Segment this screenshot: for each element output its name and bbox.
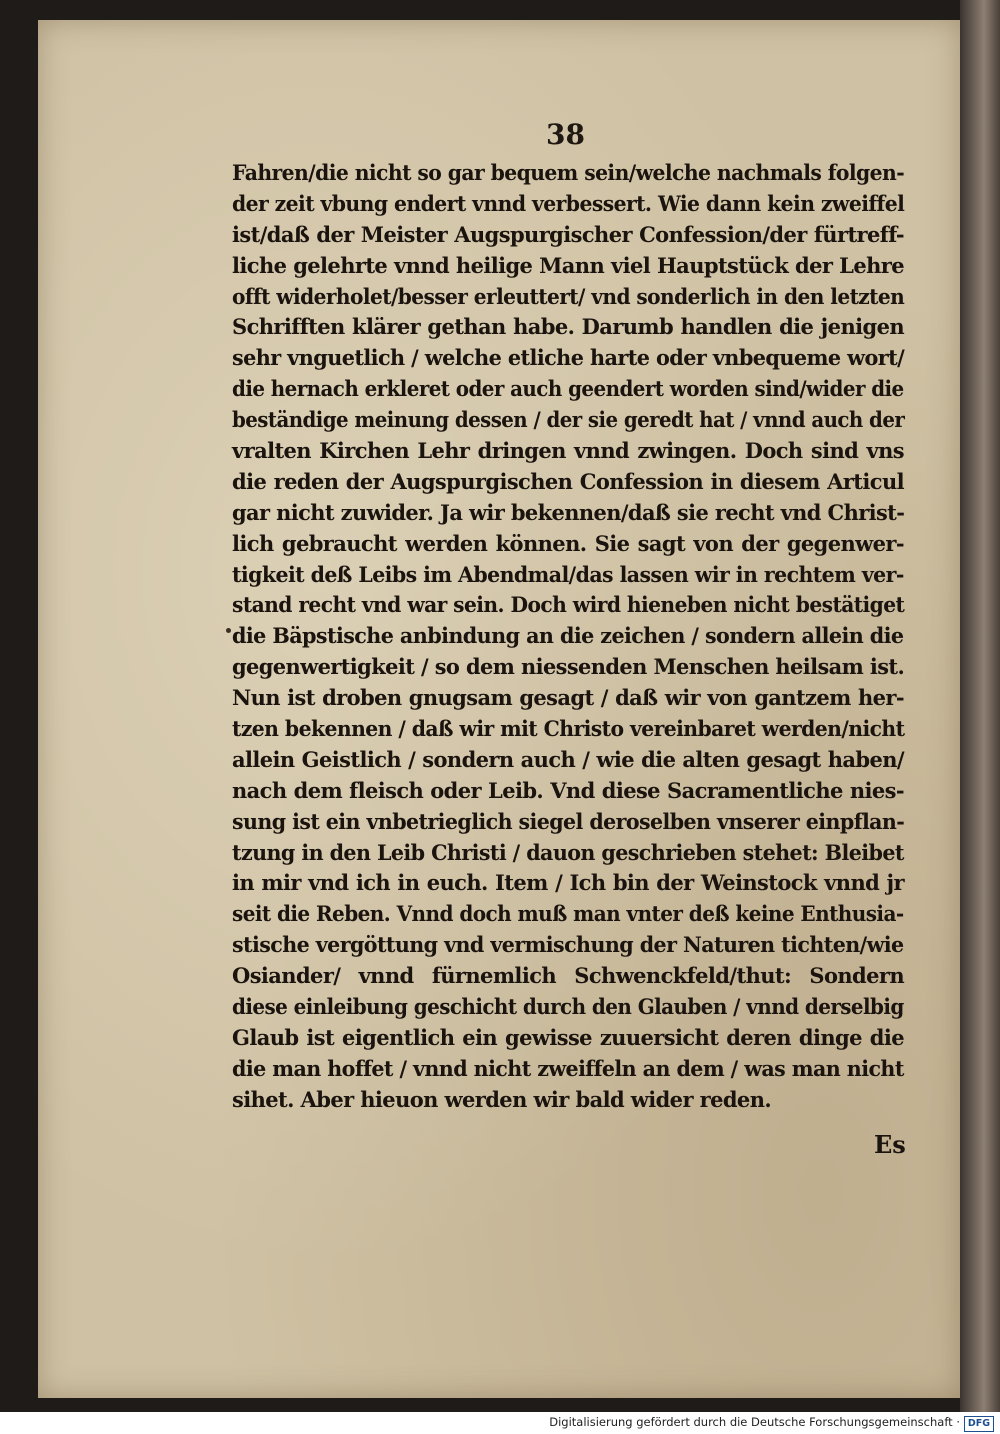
text-line: die hernach erkleret oder auch geendert worden sind/wider die xyxy=(232,376,904,402)
text-line: sihet. Aber hieuon werden wir bald wider reden. xyxy=(232,1086,772,1112)
catchword: Es xyxy=(874,1130,906,1159)
text-line: Schrifften klärer gethan habe. Darumb handlen die jenigen xyxy=(232,314,904,340)
body-text xyxy=(232,158,904,1116)
text-line: die Bäpstische anbindung an die zeichen / sondern allein die xyxy=(232,623,904,649)
book-gutter xyxy=(960,0,1000,1412)
text-line: seit die Reben. Vnnd doch muß man vnter deß keine Enthusia- xyxy=(232,901,904,927)
text-line: stand recht vnd war sein. Doch wird hieneben nicht bestätiget xyxy=(232,592,905,618)
text-line: in mir vnd ich in euch. Item / Ich bin der Weinstock vnnd jr xyxy=(232,870,904,896)
text-line: die reden der Augspurgischen Confession in diesem Articul xyxy=(232,468,904,494)
text-line: die man hoffet / vnnd nicht zweiffeln an dem / was man nicht xyxy=(232,1055,904,1081)
text-line: der zeit vbung endert vnnd verbessert. Wie dann kein zweiffel xyxy=(232,190,905,216)
text-line: offt widerholet/besser erleuttert/ vnd sonderlich in den letzten xyxy=(232,283,905,309)
digitization-credit: Digitalisierung gefördert durch die Deutsche Forschungsgemeinschaft · xyxy=(549,1415,960,1429)
text-line: stische vergöttung vnd vermischung der Naturen tichten/wie xyxy=(232,932,904,958)
text-line: lich gebraucht werden können. Sie sagt von der gegenwer- xyxy=(232,530,904,556)
text-line: sung ist ein vnbetrieglich siegel deroselben vnserer einpflan- xyxy=(232,808,905,834)
text-line: tzen bekennen / daß wir mit Christo vereinbaret werden/nicht xyxy=(232,716,905,742)
text-line: vralten Kirchen Lehr dringen vnnd zwingen. Doch sind vns xyxy=(232,438,904,464)
text-line: ist/daß der Meister Augspurgischer Confession/der fürtreff- xyxy=(232,221,904,247)
text-line: gar nicht zuwider. Ja wir bekennen/daß sie recht vnd Christ- xyxy=(232,499,905,525)
footer-bar xyxy=(0,1412,1000,1434)
text-line: tzung in den Leib Christi / dauon geschrieben stehet: Bleibet xyxy=(232,839,904,865)
text-line: Fahren/die nicht so gar bequem sein/welche nachmals folgen- xyxy=(232,160,905,185)
page-number: 38 xyxy=(546,118,585,151)
margin-mark xyxy=(226,628,231,633)
text-line: Nun ist droben gnugsam gesagt / daß wir von gantzem her- xyxy=(232,685,904,711)
text-line: sehr vnguetlich / welche etliche harte oder vnbequeme wort/ xyxy=(232,345,905,371)
text-line: diese einleibung geschicht durch den Glauben / vnnd derselbig xyxy=(232,994,904,1020)
text-line: tigkeit deß Leibs im Abendmal/das lassen wir in rechtem ver- xyxy=(232,561,904,587)
text-line: gegenwertigkeit / so dem niessenden Menschen heilsam ist. xyxy=(232,654,905,680)
text-line: nach dem fleisch oder Leib. Vnd diese Sacramentliche nies- xyxy=(232,777,904,803)
text-line: beständige meinung dessen / der sie geredt hat / vnnd auch der xyxy=(232,407,905,433)
text-line: Glaub ist eigentlich ein gewisse zuuersicht deren dinge die xyxy=(232,1024,904,1050)
dfg-logo-icon: DFG xyxy=(964,1416,994,1432)
text-line: liche gelehrte vnnd heilige Mann viel Hauptstück der Lehre xyxy=(232,252,904,278)
text-line: Osiander/ vnnd fürnemlich Schwenckfeld/thut: Sondern xyxy=(232,963,904,989)
text-line: allein Geistlich / sondern auch / wie die alten gesagt haben/ xyxy=(232,746,904,772)
